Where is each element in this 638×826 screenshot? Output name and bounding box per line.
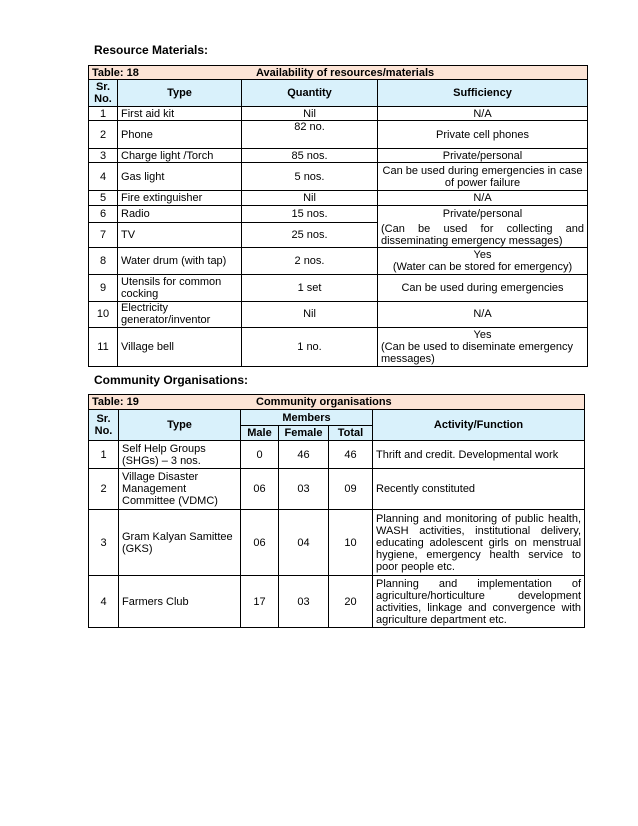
community-table [88, 394, 585, 628]
col-header-type: Type [118, 80, 242, 107]
cell-total: 10 [329, 510, 373, 576]
table-row [89, 163, 588, 191]
cell-type: Farmers Club [119, 576, 241, 628]
table-row [89, 149, 588, 163]
cell-qty: Nil [242, 301, 378, 327]
cell-no: 8 [89, 247, 118, 274]
cell-no: 4 [89, 576, 119, 628]
cell-no: 1 [89, 107, 118, 121]
cell-qty: 1 no. [242, 327, 378, 366]
table-label: Table: 18 [92, 66, 139, 79]
cell-suff: (Can be used for collecting and disseminating emergency messages) [378, 223, 588, 248]
table-title: Community organisations [256, 396, 392, 408]
col-header-type: Type [119, 410, 241, 441]
cell-suff: N/A [378, 301, 588, 327]
cell-no: 6 [89, 206, 118, 223]
table-title: Availability of resources/materials [256, 66, 435, 79]
cell-male: 17 [241, 576, 279, 628]
cell-qty: 15 nos. [242, 206, 378, 223]
cell-type: TV [118, 223, 242, 248]
resource-table-header [89, 80, 588, 107]
cell-qty: Nil [242, 107, 378, 121]
cell-suff: Private/personal [378, 149, 588, 163]
table-row [89, 301, 588, 327]
cell-type: Fire extinguisher [118, 191, 242, 206]
col-header-male: Male [241, 426, 279, 441]
cell-no: 4 [89, 163, 118, 191]
cell-qty: 82 no. [242, 121, 378, 149]
table-label: Table: 19 [92, 396, 139, 408]
table-row [89, 510, 585, 576]
cell-no: 1 [89, 441, 119, 469]
cell-activity: Planning and monitoring of public health, WASH activities, institutional delivery, educating adolescent girls on menstrual hygiene, emergency health service to poor people etc. [373, 510, 585, 576]
col-header-sr-no: Sr. No. [89, 410, 119, 441]
suff-line: (Can be used to diseminate emergency messages) [381, 340, 573, 365]
cell-type: Self Help Groups (SHGs) – 3 nos. [119, 441, 241, 469]
cell-type: First aid kit [118, 107, 242, 121]
suff-line: Yes [473, 328, 492, 341]
cell-suff: Can be used during emergencies [378, 274, 588, 301]
cell-no: 3 [89, 149, 118, 163]
cell-no: 2 [89, 121, 118, 149]
cell-suff [378, 247, 588, 274]
cell-male: 06 [241, 469, 279, 510]
col-header-sufficiency: Sufficiency [378, 80, 588, 107]
cell-no: 2 [89, 469, 119, 510]
table-row [89, 576, 585, 628]
cell-suff: Private/personal [378, 206, 588, 223]
cell-suff [378, 327, 588, 366]
table-row [89, 327, 588, 366]
cell-type: Village bell [118, 327, 242, 366]
cell-activity: Planning and implementation of agriculture/horticulture development activities, linkage and convergence with agriculture department etc. [373, 576, 585, 628]
table-row [89, 274, 588, 301]
col-header-total: Total [329, 426, 373, 441]
cell-suff: Private cell phones [378, 121, 588, 149]
cell-type: Radio [118, 206, 242, 223]
cell-qty: 85 nos. [242, 149, 378, 163]
cell-no: 3 [89, 510, 119, 576]
cell-type: Village Disaster Management Committee (VDMC) [119, 469, 241, 510]
col-header-quantity: Quantity [242, 80, 378, 107]
resource-table-caption [89, 66, 588, 80]
col-header-sr-no: Sr. No. [89, 80, 118, 107]
cell-qty: 1 set [242, 274, 378, 301]
cell-no: 7 [89, 223, 118, 248]
resource-table [88, 65, 588, 367]
cell-female: 03 [279, 576, 329, 628]
cell-type: Phone [118, 121, 242, 149]
cell-no: 10 [89, 301, 118, 327]
cell-qty: Nil [242, 191, 378, 206]
cell-activity: Recently constituted [373, 469, 585, 510]
cell-male: 0 [241, 441, 279, 469]
suff-line: Yes [473, 248, 492, 261]
cell-suff: Can be used during emergencies in case of power failure [378, 163, 588, 191]
col-header-female: Female [279, 426, 329, 441]
cell-total: 09 [329, 469, 373, 510]
cell-no: 5 [89, 191, 118, 206]
cell-male: 06 [241, 510, 279, 576]
cell-type: Gas light [118, 163, 242, 191]
suff-line: (Water can be stored for emergency) [392, 260, 573, 273]
cell-activity: Thrift and credit. Developmental work [373, 441, 585, 469]
cell-type: Gram Kalyan Samittee (GKS) [119, 510, 241, 576]
cell-total: 46 [329, 441, 373, 469]
cell-female: 04 [279, 510, 329, 576]
community-table-caption [89, 395, 585, 410]
table-row [89, 107, 588, 121]
resource-materials-heading: Resource Materials: [94, 43, 209, 57]
cell-suff: N/A [378, 191, 588, 206]
community-organisations-heading: Community Organisations: [94, 373, 249, 387]
table-row [89, 121, 588, 149]
cell-type: Water drum (with tap) [118, 247, 242, 274]
cell-qty: 5 nos. [242, 163, 378, 191]
cell-qty: 2 nos. [242, 247, 378, 274]
table-row [89, 223, 588, 248]
cell-total: 20 [329, 576, 373, 628]
cell-type: Charge light /Torch [118, 149, 242, 163]
cell-suff: N/A [378, 107, 588, 121]
cell-no: 9 [89, 274, 118, 301]
cell-type: Utensils for common cocking [118, 274, 242, 301]
col-header-members: Members [241, 410, 373, 426]
table-row [89, 441, 585, 469]
table-row [89, 247, 588, 274]
cell-no: 11 [89, 327, 118, 366]
table-row [89, 191, 588, 206]
table-row [89, 469, 585, 510]
cell-qty: 25 nos. [242, 223, 378, 248]
cell-female: 46 [279, 441, 329, 469]
col-header-activity: Activity/Function [373, 410, 585, 441]
cell-type: Electricity generator/inventor [118, 301, 242, 327]
community-table-header [89, 410, 585, 426]
table-row [89, 206, 588, 223]
cell-female: 03 [279, 469, 329, 510]
